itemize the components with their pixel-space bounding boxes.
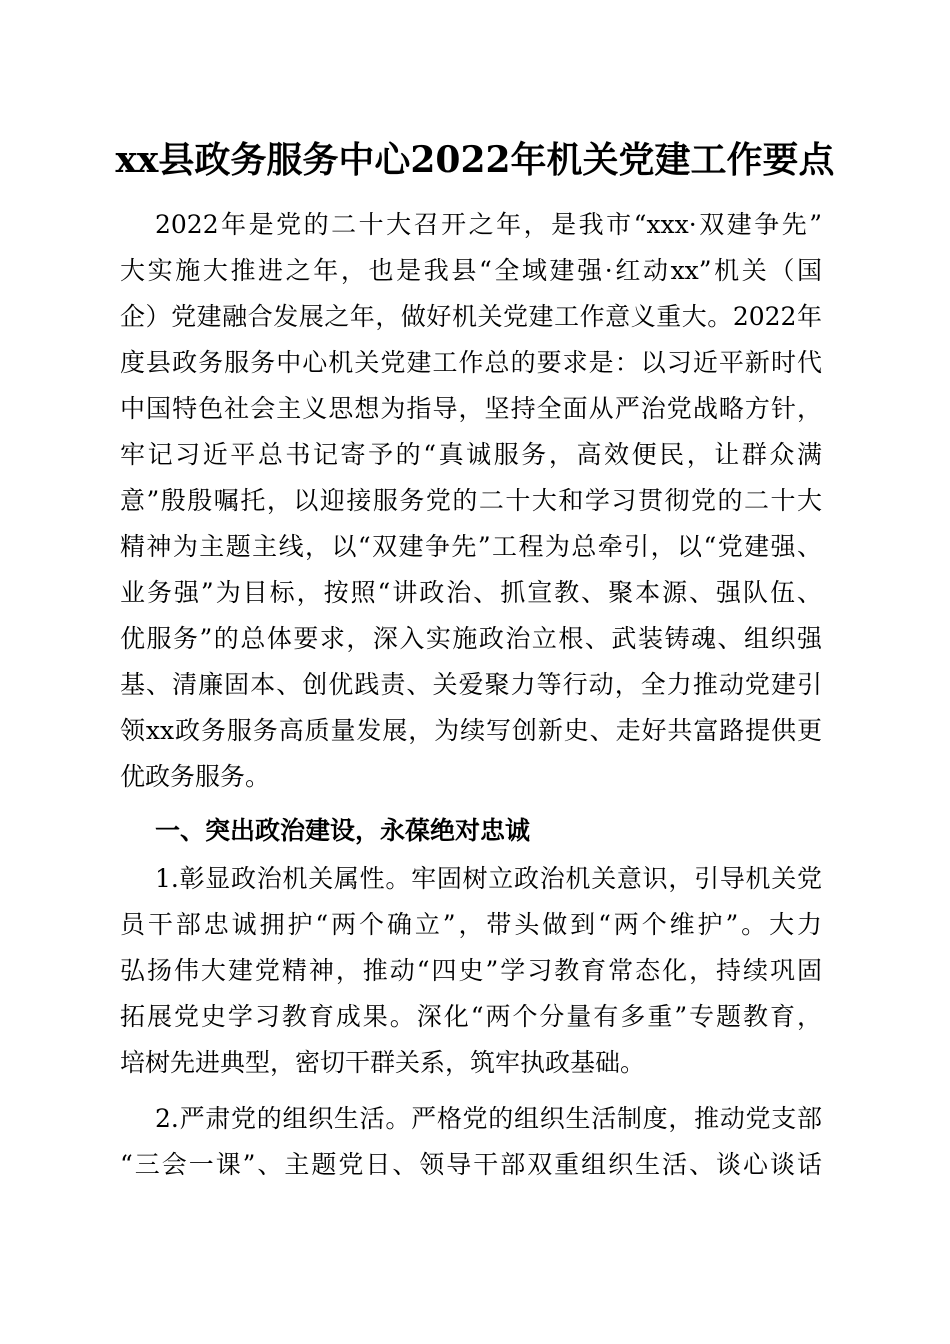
item-1-paragraph-line: 拓展党史学习教育成果。深化“两个分量有多重”专题教育，: [120, 1002, 822, 1031]
item-1-paragraph-line: 培树先进典型，密切干群关系，筑牢执政基础。: [120, 1048, 646, 1077]
item-2-paragraph-line: 2.严肃党的组织生活。严格党的组织生活制度，推动党支部: [155, 1104, 822, 1133]
intro-paragraph-line: 业务强”为目标，按照“讲政治、抓宣教、聚本源、强队伍、: [120, 578, 822, 607]
intro-paragraph-line: 意”殷殷嘱托，以迎接服务党的二十大和学习贯彻党的二十大: [120, 486, 822, 515]
item-1-paragraph-line: 弘扬伟大建党精神，推动“四史”学习教育常态化，持续巩固: [120, 956, 822, 985]
item-1-paragraph-line: 1.彰显政治机关属性。牢固树立政治机关意识，引导机关党: [155, 864, 822, 893]
intro-paragraph-line: 度县政务服务中心机关党建工作总的要求是：以习近平新时代: [120, 348, 822, 377]
intro-paragraph-line: 中国特色社会主义思想为指导，坚持全面从严治党战略方针，: [120, 394, 822, 423]
document-title: xx县政务服务中心2022年机关党建工作要点: [115, 139, 835, 181]
intro-paragraph-line: 优服务”的总体要求，深入实施政治立根、武装铸魂、组织强: [120, 624, 822, 653]
intro-paragraph-line: 大实施大推进之年，也是我县“全域建强·红动xx”机关（国: [120, 256, 822, 285]
intro-paragraph-line: 精神为主题主线，以“双建争先”工程为总牵引，以“党建强、: [120, 532, 822, 561]
section-heading: 一、突出政治建设，永葆绝对忠诚: [155, 816, 531, 845]
intro-paragraph-line: 牢记习近平总书记寄予的“真诚服务，高效便民，让群众满: [120, 440, 822, 469]
intro-paragraph-line: 企）党建融合发展之年，做好机关党建工作意义重大。2022年: [120, 302, 822, 331]
intro-paragraph-line: 优政务服务。: [120, 762, 271, 791]
intro-paragraph-line: 2022年是党的二十大召开之年，是我市“xxx·双建争先”: [155, 210, 822, 239]
item-1-paragraph-line: 员干部忠诚拥护“两个确立”，带头做到“两个维护”。大力: [120, 910, 822, 939]
intro-paragraph-line: 基、清廉固本、创优践责、关爱聚力等行动，全力推动党建引: [120, 670, 822, 699]
item-2-paragraph-line: “三会一课”、主题党日、领导干部双重组织生活、谈心谈话: [120, 1150, 822, 1179]
intro-paragraph-line: 领xx政务服务高质量发展，为续写创新史、走好共富路提供更: [120, 716, 822, 745]
